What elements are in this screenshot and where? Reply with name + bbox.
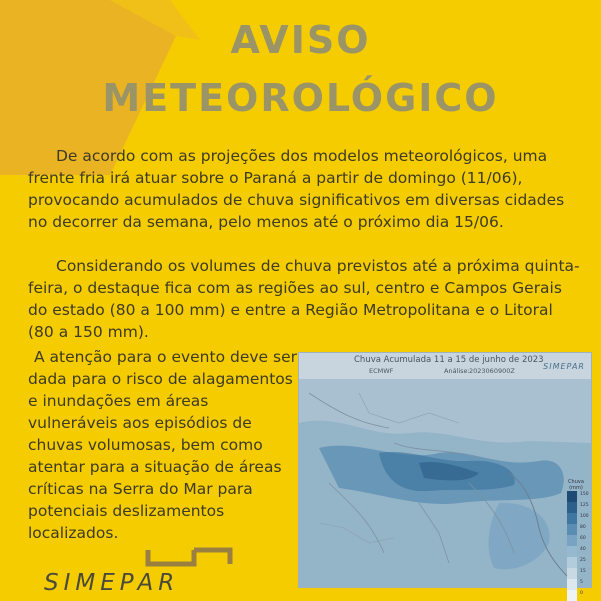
map-brand-logo: SIMEPAR [543,362,585,371]
legend-cell [567,502,589,513]
legend-value: 60 [580,536,586,541]
legend-value: 150 [580,492,589,497]
map-title: Chuva Acumulada 11 a 15 de junho de 2023 [354,355,544,365]
simepar-logo [44,548,240,594]
legend-cell [567,568,586,579]
rainfall-map [298,352,592,596]
legend-title: Chuva (mm) [568,479,584,491]
legend-cell [567,513,589,524]
map-analysis-value: 2023060900Z [469,367,515,375]
legend-cell [567,590,583,601]
legend-value: 5 [580,580,583,585]
map-model: ECMWF [369,367,394,375]
legend-value: 100 [580,514,589,519]
title-line-1: AVISO [230,18,371,62]
legend-cell [567,579,583,590]
legend-value: 15 [580,569,586,574]
map-graphic [299,353,591,587]
legend-cell [567,546,586,557]
legend-value: 40 [580,547,586,552]
paragraph-2: Considerando os volumes de chuva previstos até a próxima quinta-feira, o destaque fica com as regiões ao sul, centro e Campos Gerais do estado (80 a 100 mm) e entre a Região Metropolitana e o Litoral (80 a 150 mm). [28,257,580,341]
legend-value: 25 [580,558,586,563]
map-legend [565,479,587,601]
paragraph-3: A atenção para o evento deve ser dada para o risco de alagamentos e inundações em áreas vulneráveis aos episódios de chuvas volumosas, bem como atentar para a situação de áreas críticas na Serra do Mar para potenciais deslizamentos localizados. [28,348,297,542]
legend-cell [567,557,586,568]
legend-value: 0 [580,591,583,596]
map-analysis-label: Análise: [444,367,470,375]
title-line-2: METEOROLÓGICO [102,76,499,120]
paragraph-1: De acordo com as projeções dos modelos meteorológicos, uma frente fria irá atuar sobre o Paraná a partir de domingo (11/06), provocando acumulados de chuva significativos em diversas cidades no decorrer da semana, pelo menos até o próximo dia 15/06. [28,147,565,231]
legend-cell [567,524,586,535]
legend-cell [567,491,589,502]
logo-text: SIMEPAR [44,570,180,596]
legend-cell [567,535,586,546]
legend-value: 80 [580,525,586,530]
legend-value: 125 [580,503,589,508]
